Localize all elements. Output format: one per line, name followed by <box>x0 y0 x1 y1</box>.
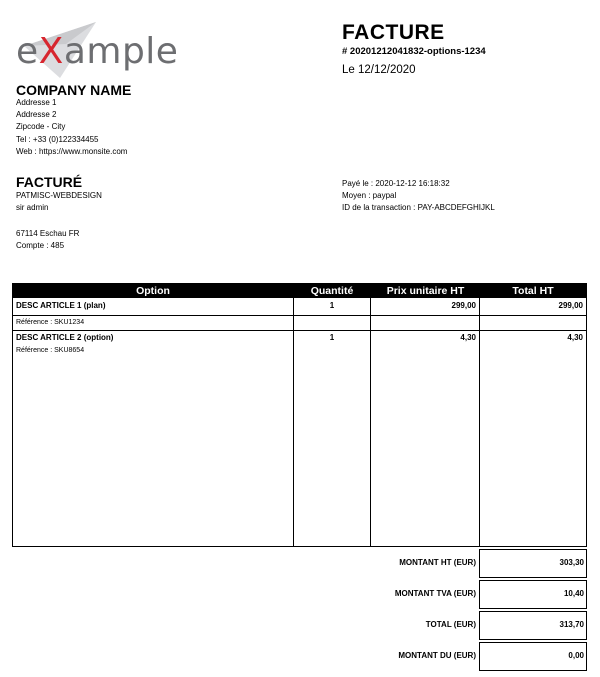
company-address-line: Addresse 1 <box>16 98 57 107</box>
header-unit-price: Prix unitaire HT <box>371 284 480 298</box>
row-divider <box>13 330 586 331</box>
header-quantity: Quantité <box>293 284 371 298</box>
item-quantity: 1 <box>329 333 335 342</box>
invoice-table <box>12 283 587 547</box>
billed-contact: sir admin <box>16 203 49 213</box>
logo-accent-letter: X <box>38 31 64 72</box>
billed-title: FACTURÉ <box>16 174 83 190</box>
total-ttc-label: TOTAL (EUR) <box>425 620 476 629</box>
invoice-title: FACTURE <box>342 21 445 44</box>
item-unit-price: 299,00 <box>451 301 476 310</box>
item-total: 4,30 <box>567 333 583 342</box>
company-zipcode-city: Zipcode - City <box>16 122 66 132</box>
billed-account: Compte : 485 <box>16 241 65 251</box>
billed-company: PATMISC-WEBDESIGN <box>16 191 102 200</box>
transaction-id: ID de la transaction : PAY-ABCDEFGHIJKL <box>342 203 495 213</box>
billed-customer <box>16 190 102 214</box>
payment-method: Moyen : paypal <box>342 191 397 201</box>
total-tva-value: 10,40 <box>563 589 584 598</box>
total-ht-label: MONTANT HT (EUR) <box>399 558 476 567</box>
company-address <box>16 97 127 158</box>
invoice-date: Le 12/12/2020 <box>342 64 416 76</box>
payment-date: Payé le : 2020-12-12 16:18:32 <box>342 179 450 188</box>
header-option: Option <box>13 284 293 298</box>
item-quantity: 1 <box>329 301 335 310</box>
billed-address <box>16 228 79 252</box>
total-tva-label: MONTANT TVA (EUR) <box>394 589 476 598</box>
total-ht-value: 303,30 <box>559 558 584 567</box>
company-website: Web : https://www.monsite.com <box>16 146 128 156</box>
item-total: 299,00 <box>558 301 583 310</box>
logo-text: eXample <box>16 31 179 72</box>
company-name: COMPANY NAME <box>16 82 132 98</box>
total-ttc-value: 313,70 <box>559 620 584 629</box>
billed-city: 67114 Eschau FR <box>16 229 80 238</box>
amount-due-label: MONTANT DU (EUR) <box>398 651 476 660</box>
item-unit-price: 4,30 <box>460 333 476 342</box>
item-reference: Référence : SKU1234 <box>16 319 85 326</box>
amount-due-value: 0,00 <box>568 651 584 660</box>
company-logo <box>14 20 179 80</box>
company-phone: Tel : +33 (0)122334455 <box>16 134 99 144</box>
item-reference: Référence : SKU8654 <box>16 347 85 354</box>
payment-info <box>342 178 495 215</box>
invoice-number: # 20201212041832-options-1234 <box>342 46 486 57</box>
item-description: DESC ARTICLE 2 (option) <box>16 333 114 342</box>
company-address-line: Addresse 2 <box>16 110 57 120</box>
header-total: Total HT <box>480 284 586 298</box>
item-description: DESC ARTICLE 1 (plan) <box>16 301 106 310</box>
row-divider <box>13 315 586 316</box>
